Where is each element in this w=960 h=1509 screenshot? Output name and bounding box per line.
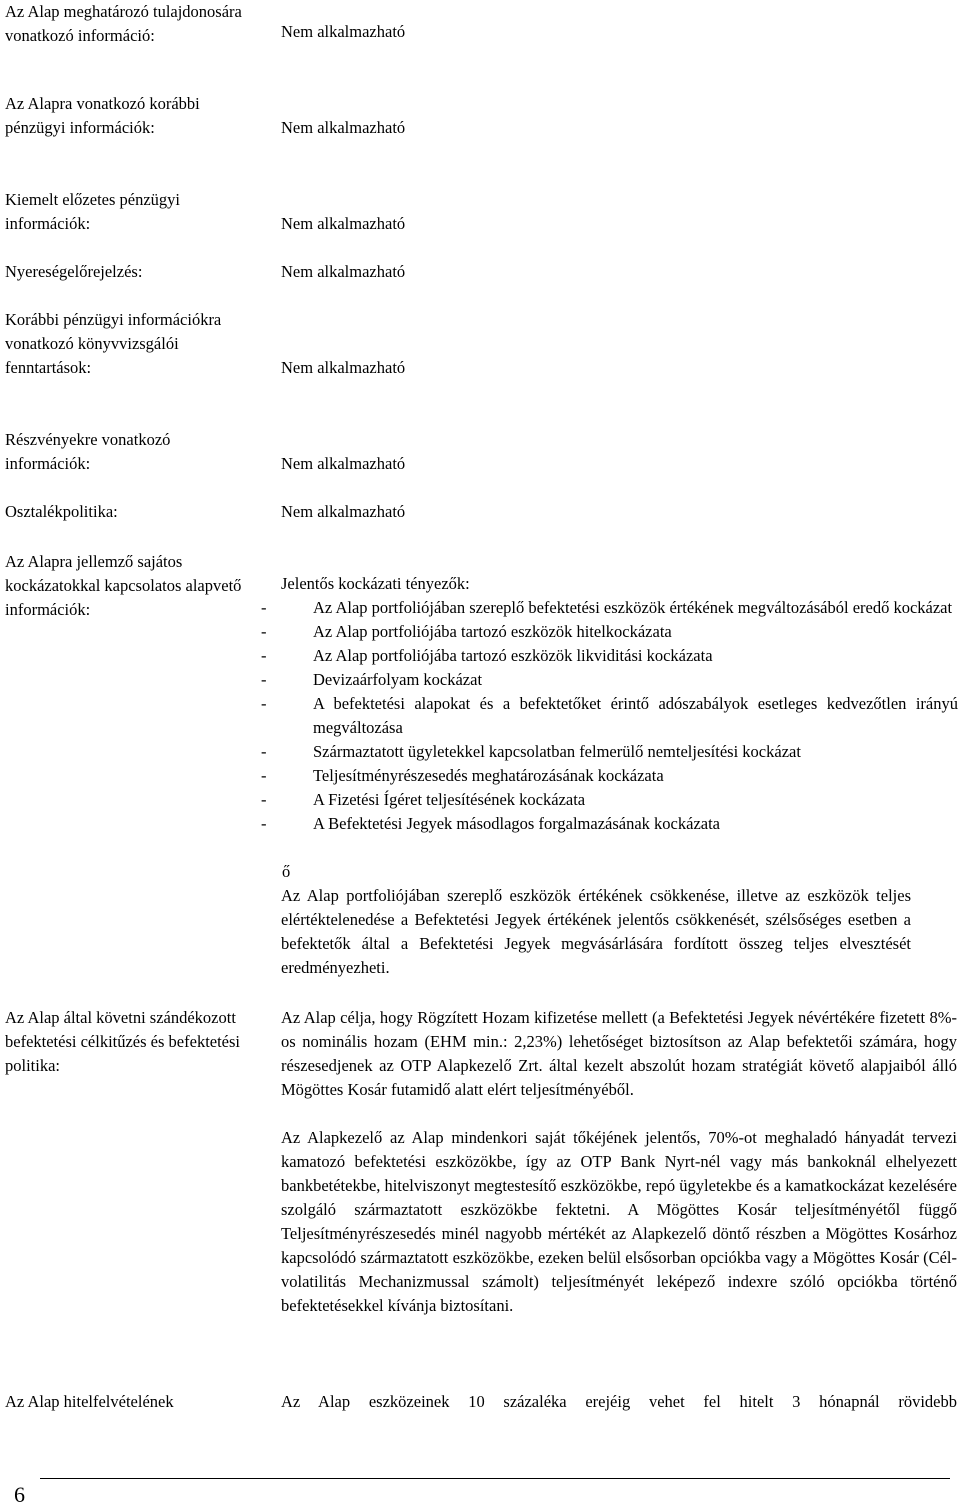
- risk-list: [261, 596, 958, 836]
- label-investment-policy: Az Alap által követni szándékozott befektetési célkitűzés és befektetési politika:: [5, 1008, 241, 1075]
- risk-item: - A Fizetési Ígéret teljesítésének kockázata: [261, 790, 586, 809]
- label-borrowing: Az Alap hitelfelvételének: [5, 1392, 174, 1411]
- label-key-financial-info: Kiemelt előzetes pénzügyi információk:: [5, 190, 181, 233]
- value-ownership-info: Nem alkalmazható: [281, 22, 406, 41]
- risk-item: - Származtatott ügyletekkel kapcsolatban felmerülő nemteljesítési kockázat: [261, 742, 801, 761]
- value-key-financial-info: Nem alkalmazható: [281, 214, 406, 233]
- value-prior-financial-info: Nem alkalmazható: [281, 118, 406, 137]
- risk-item: - Az Alap portfoliójába tartozó eszközök hitelkockázata: [261, 622, 672, 641]
- label-profit-forecast: Nyereségelőrejelzés:: [5, 262, 143, 281]
- footer-rule: [40, 1478, 950, 1479]
- risks-closing-paragraph: Az Alap portfoliójában szereplő eszközök értékének csökkenése, illetve az eszközök teljes elértéktelenedése a Befektetési Jegyek értékének jelentős csökkenését, szélsőséges esetben a befektetők által a Befektetési Jegyek megvásárlására fordított összeg teljes elvesztését eredményezheti.: [281, 886, 911, 977]
- label-prior-financial-info: Az Alapra vonatkozó korábbi pénzügyi információk:: [5, 94, 200, 137]
- label-dividend-policy: Osztalékpolitika:: [5, 502, 118, 521]
- label-ownership-info: Az Alap meghatározó tulajdonosára vonatkozó információ:: [5, 2, 242, 45]
- risk-item: - Az Alap portfoliójába tartozó eszközök likviditási kockázata: [261, 646, 713, 665]
- risks-heading: Jelentős kockázati tényezők:: [281, 574, 470, 593]
- page-number: 6: [14, 1482, 25, 1507]
- stray-character: ő: [282, 862, 291, 881]
- value-share-info: Nem alkalmazható: [281, 454, 406, 473]
- policy-paragraph-1: Az Alap célja, hogy Rögzített Hozam kifizetése mellett (a Befektetési Jegyek névértékére fizetett 8%-os nominális hozam (EHM min.: 2,23%) lehetőséget biztosítson az Alap befektetői számára, hogy részesedjenek az OTP Alapkezelő Zrt. által kezelt abszolút hozam stratégiát követő alapjaiból álló Mögöttes Kosár futamidő alatt elért teljesítményéből.: [281, 1008, 957, 1099]
- risk-item: - A Befektetési Jegyek másodlagos forgalmazásának kockázata: [261, 814, 720, 833]
- risk-item: - A befektetési alapokat és a befektetőket érintő adószabályok esetleges kedvezőtlen irányú megváltozása: [261, 694, 958, 737]
- risk-item: - Teljesítményrészesedés meghatározásának kockázata: [261, 766, 664, 785]
- borrowing-text: Az Alap eszközeinek 10 százaléka erejéig vehet fel hitelt 3 hónapnál rövidebb: [281, 1392, 957, 1411]
- label-risks: Az Alapra jellemző sajátos kockázatokkal kapcsolatos alapvető információk:: [5, 552, 242, 619]
- policy-paragraph-2: Az Alapkezelő az Alap mindenkori saját tőkéjének jelentős, 70%-ot meghaladó hányadát tervezi kamatozó befektetési eszközökbe, így az OTP Bank Nyrt-nél vagy más bankoknál elhelyezett bankbetétekbe, hitelviszonyt megtestesítő eszközökbe, repó ügyletekbe és a kamatkockázat kezelésére szolgáló származtatott eszközökbe fektetni. A Mögöttes Kosár teljesítményétől függő Teljesítményrészesedés minél nagyobb mértékét az Alapkezelő döntő részben a Mögöttes Kosárhoz kapcsolódó származtatott eszközökbe, ezeken belül elsősorban opciókba vagy a Mögöttes Kosár (Cél-volatilitás Mechanizmussal számolt) teljesítményét leképező indexre szóló opciókba történő befektetésekkel kívánja biztosítani.: [281, 1128, 957, 1315]
- value-dividend-policy: Nem alkalmazható: [281, 502, 406, 521]
- value-profit-forecast: Nem alkalmazható: [281, 262, 406, 281]
- value-audit-qualifications: Nem alkalmazható: [281, 358, 406, 377]
- label-share-info: Részvényekre vonatkozó információk:: [5, 430, 171, 473]
- label-audit-qualifications: Korábbi pénzügyi információkra vonatkozó könyvvizsgálói fenntartások:: [5, 310, 222, 377]
- risk-item: - Devizaárfolyam kockázat: [261, 670, 483, 689]
- risk-item: - Az Alap portfoliójában szereplő befektetési eszközök értékének megváltozásából eredő kockázat: [261, 598, 953, 617]
